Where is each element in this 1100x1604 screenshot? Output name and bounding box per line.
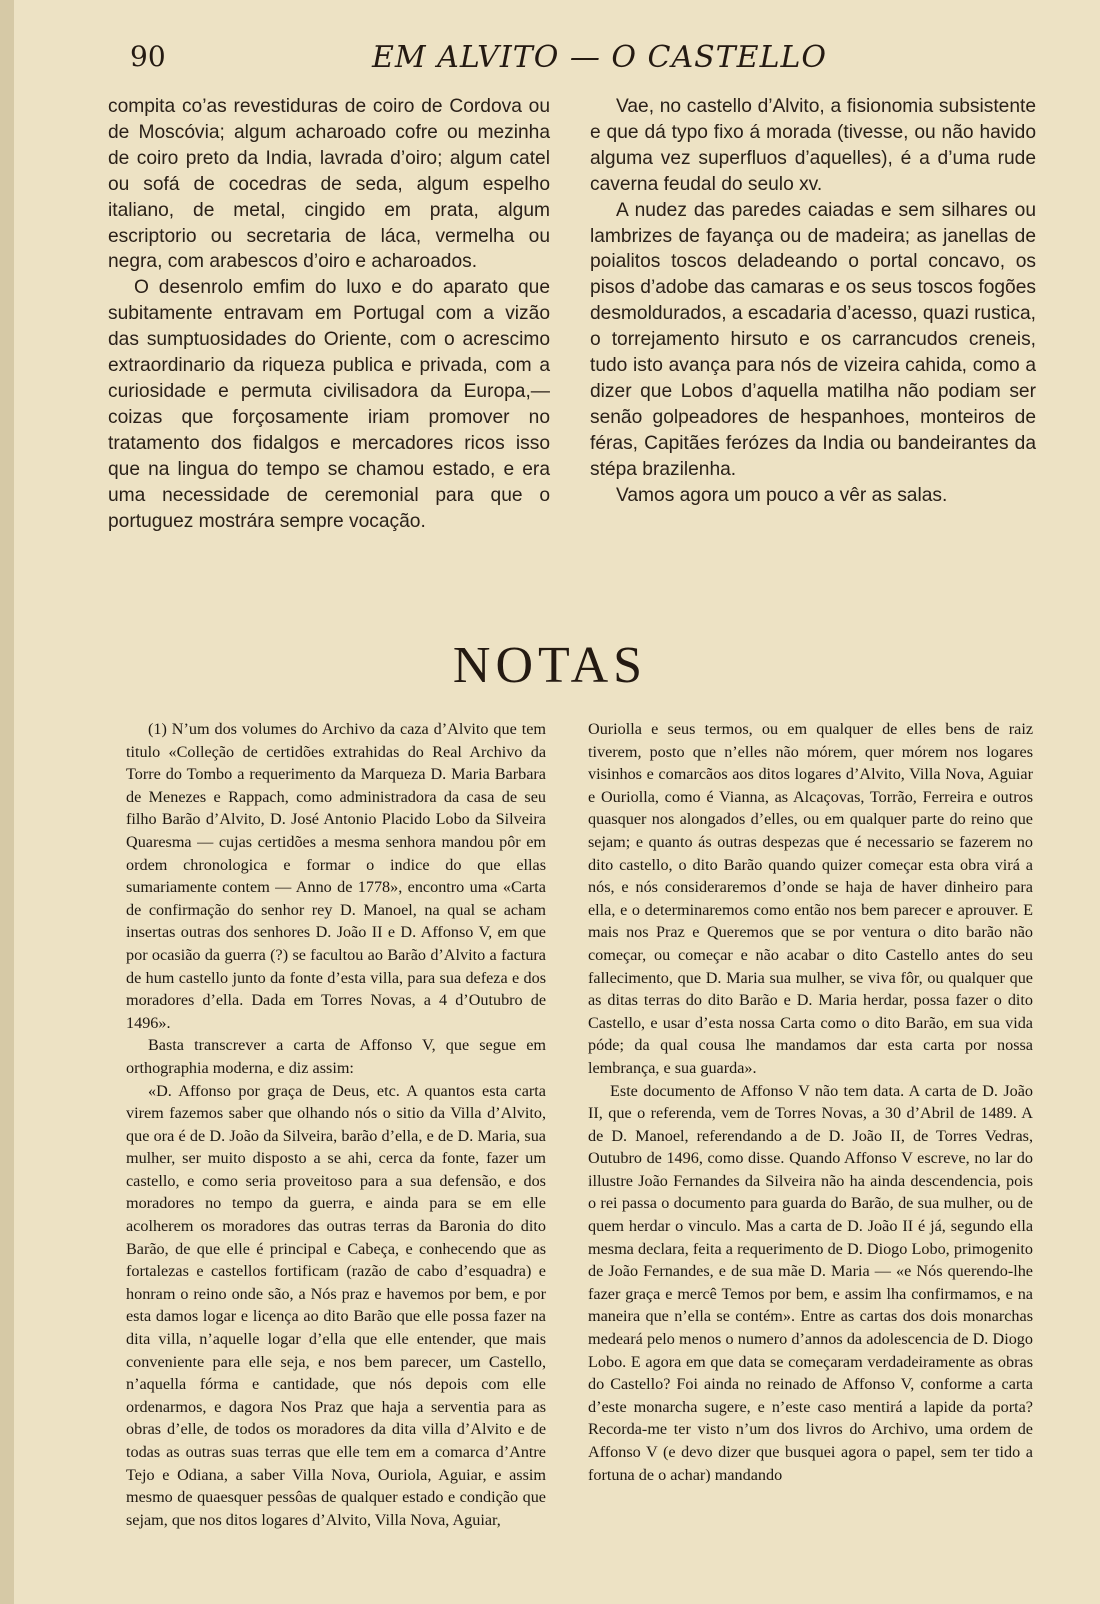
upper-right-column bbox=[590, 94, 1036, 509]
paragraph: compita co’as revestiduras de coiro de Cordova ou de Moscóvia; algum acharoado cofre ou mezinha de coiro preto da India, lavrada d’oiro; algum catel ou sofá de cocedras de seda, algum espelho italiano, de metal, cingido em prata, algum escriptorio ou secretaria de láca, vermelha ou negra, com arabescos d’oiro e acharoados. bbox=[108, 96, 550, 273]
paragraph: Vamos agora um pouco a vêr as salas. bbox=[616, 484, 948, 506]
paragraph: Vae, no castello d’Alvito, a fisionomia subsistente e que dá typo fixo á morada (tivesse, ou não havido alguma vez superfluos d’aquelles), é a d’uma rude caverna feudal do seulo xv. bbox=[590, 96, 1036, 195]
notes-right-column bbox=[588, 718, 1033, 1486]
note-paragraph: (1) N’um dos volumes do Archivo da caza d’Alvito que tem titulo «Colleção de certidões extrahidas do Real Archivo da Torre do Tombo a requerimento da Marqueza D. Maria Barbara de Menezes e Rappach, como administradora da casa de seu filho Barão d’Alvito, D. José Antonio Placido Lobo da Silveira Quaresma — cujas certidões a mesma senhora mandou pôr em ordem chronologica e formar o indice do que ellas sumariamente contem — Anno de 1778», encontro uma «Carta de confirmação do senhor rey D. Manoel, na qual se acham insertas outras dos senhores D. João II e D. Affonso V, em que por ocasião da guerra (?) se facultou ao Barão d’Alvito a factura de hum castello junto da fonte d’esta villa, para sua defeza e dos moradores d’ella. Dada em Torres Novas, a 4 d’Outubro de 1496». bbox=[126, 720, 546, 1032]
notes-heading: NOTAS bbox=[452, 637, 648, 694]
upper-left-column bbox=[108, 94, 550, 534]
notes-left-column bbox=[126, 718, 546, 1531]
page-number: 90 bbox=[130, 40, 166, 73]
running-head: EM ALVITO — O CASTELLO bbox=[372, 40, 828, 75]
note-paragraph: Basta transcrever a carta de Affonso V, que segue em orthographia moderna, e diz assim: bbox=[126, 1036, 546, 1077]
paragraph: A nudez das paredes caiadas e sem silhares ou lambrizes de fayança ou de madeira; as janellas de poialitos toscos deladeando o portal concavo, os pisos d’adobe das camaras e os seus toscos fogões desmoldurados, a escadaria d’acesso, quazi rustica, o torrejamento hirsuto e os carrancudos creneis, tudo isto avança para nós de vizeira cahida, como a dizer que Lobos d’aquella matilha não podiam ser senão golpeadores de hespanhoes, monteiros de féras, Capitães ferózes da India ou bandeirantes da stépa brazilenha. bbox=[590, 199, 1036, 480]
note-paragraph: Este documento de Affonso V não tem data. A carta de D. João II, que o referenda, vem de Torres Novas, a 30 d’Abril de 1489. A de D. Manoel, referendando a de D. João II, de Torres Vedras, Outubro de 1496, como disse. Quando Affonso V escreve, no lar do illustre João Fernandes da Silveira não ha ainda descendencia, pois o rei passa o documento para guarda do Barão, de sua mulher, ou de quem herdar o vinculo. Mas a carta de D. João II é já, segundo ella mesma declara, feita a requerimento de D. Diogo Lobo, primogenito de João Fernandes, e de sua mãe D. Maria — «e Nós querendo-lhe fazer graça e mercê Temos por bem, e assim lha confirmamos, e na maneira que n’ella se contém». Entre as cartas dos dois monarchas medeará pelo menos o numero d’annos da adolescencia de D. Diogo Lobo. E agora em que data se começaram verdadeiramente as obras do Castello? Foi ainda no reinado de Affonso V, conforme a carta d’este monarcha sugere, e n’este caso mentirá a lapide da porta? Recorda-me ter visto n’um dos livros do Archivo, uma ordem de Affonso V (e devo dizer que busquei agora o papel, sem ter tido a fortuna de o achar) mandando bbox=[588, 1081, 1033, 1484]
page-gutter bbox=[0, 0, 14, 1604]
note-paragraph: Ouriolla e seus termos, ou em qualquer de elles bens de raiz tiverem, posto que n’elles não mórem, quer mórem nos logares visinhos e comarcãos aos ditos logares d’Alvito, Villa Nova, Aguiar e Ouriolla, como é Vianna, as Alcaçovas, Torrão, Ferreira e outros quasquer nos alongados d’elles, ou em qualquer parte do reino que sejam; e quanto ás outras despezas que é necessario se fazerem no dito castello, o dito Barão quando quizer começar esta obra virá a nós, e nós consideraremos d’onde se haja de haver dinheiro para ella, e o determinaremos como então nos bem parecer e aprouver. E mais nos Praz e Queremos que se por ventura o dito barão não começar, ou começar e não acabar o dito Castello antes do seu fallecimento, que D. Maria sua mulher, se viva fôr, ou qualquer que as ditas terras do dito Barão e D. Maria herdar, possa fazer o dito Castello, e usar d’esta nossa Carta como o dito Barão, em sua vida póde; da qual cousa lhe mandamos dar esta carta por nossa lembrança, e sua guarda». bbox=[588, 720, 1033, 1077]
note-paragraph: «D. Affonso por graça de Deus, etc. A quantos esta carta virem fazemos saber que olhando nós o sitio da Villa d’Alvito, que ora é de D. João da Silveira, barão d’ella, e de D. Maria, sua mulher, ser muito disposto a se ahi, cerca da fonte, fazer um castello, e como seria proveitoso para a sua defensão, e dos moradores no tempo da guerra, e ainda para se em elle acolherem os moradores das outras terras da Baronia do dito Barão, de que elle é principal e Cabeça, e conhecendo que as fortalezas e castellos fortificam (razão de cabo d’esquadra) e honram o reino onde são, a Nós praz e havemos por bem, e por esta damos logar e licença ao dito Barão que elle possa fazer na dita villa, n’aquelle logar d’ella que elle entender, que mais conveniente para elle seja, e nos bem parecer, um Castello, n’aquella fórma e cantidade, que nós depois com elle ordenarmos, e dagora Nos Praz que haja a serventia para as obras d’elle, de todos os moradores da dita villa d’Alvito e de todas as outras suas terras que elle tem em a comarca d’Antre Tejo e Odiana, a saber Villa Nova, Ouriola, Aguiar, e assim mesmo de quaesquer pessôas de qualquer estado e condição que sejam, que nos ditos logares d’Alvito, Villa Nova, Aguiar, bbox=[126, 1081, 546, 1529]
paragraph: O desenrolo emfim do luxo e do aparato que subitamente entravam em Portugal com a vizão das sumptuosidades do Oriente, com o acrescimo extraordinario da riqueza publica e privada, com a curiosidade e permuta civilisadora da Europa,— coizas que forçosamente iriam promover no tratamento dos fidalgos e mercadores ricos isso que na lingua do tempo se chamou estado, e era uma necessidade de ceremonial para que o portuguez mostrára sempre vocação. bbox=[108, 277, 550, 532]
